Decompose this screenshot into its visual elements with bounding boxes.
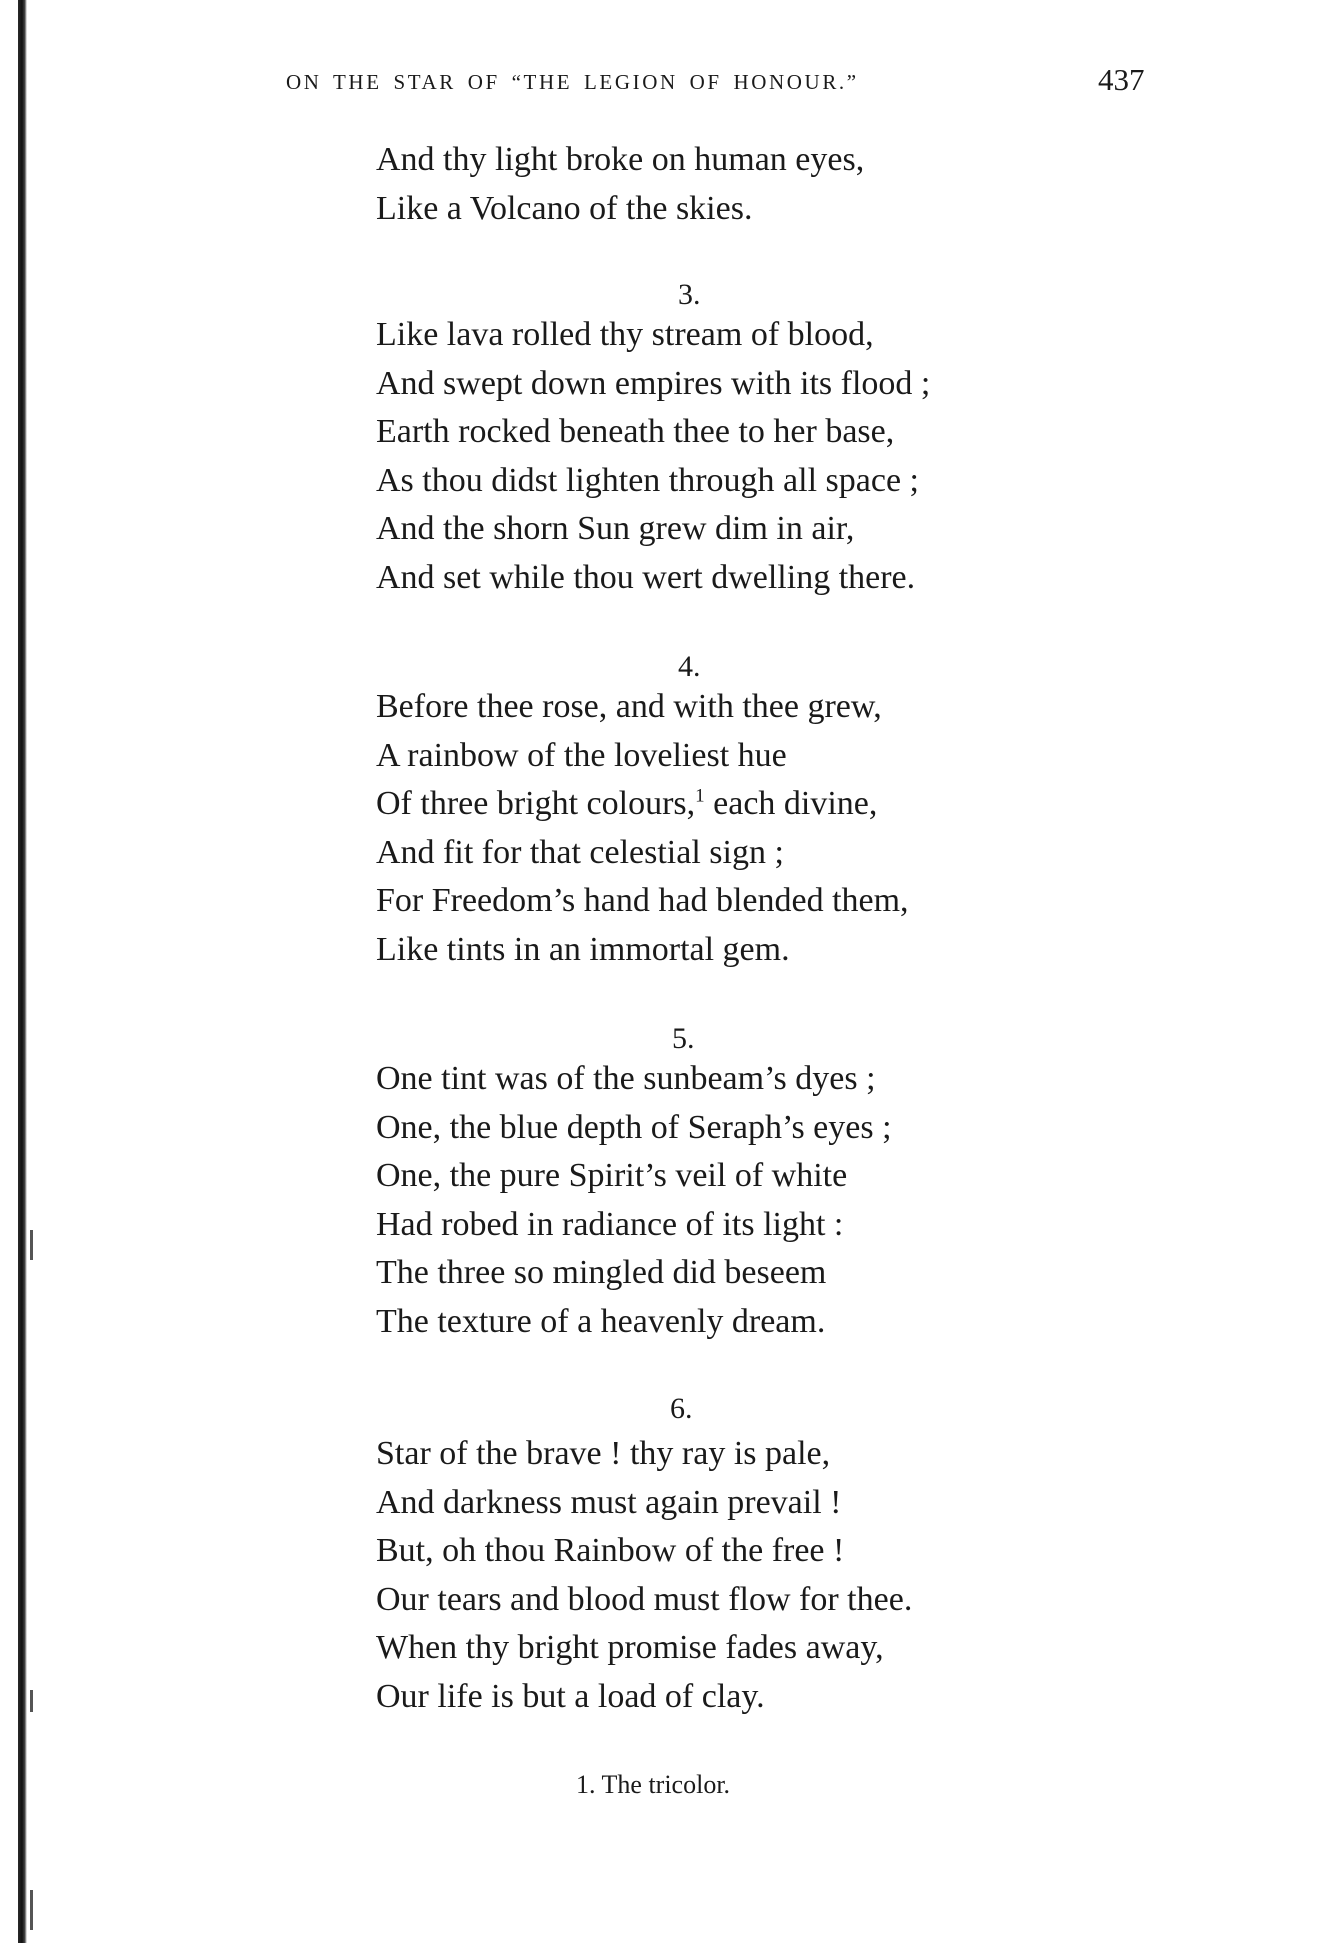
binding-speck — [30, 1890, 33, 1930]
verse-line: One, the blue depth of Seraph’s eyes ; — [376, 1108, 892, 1146]
page-number: 437 — [1098, 62, 1145, 97]
stanza-continuation — [376, 136, 864, 233]
binding-speck — [30, 1690, 33, 1712]
stanza-number: 6. — [670, 1392, 693, 1425]
stanza-number: 5. — [672, 1022, 695, 1055]
verse-line: Earth rocked beneath thee to her base, — [376, 413, 895, 450]
verse-line: Had robed in radiance of its light : — [376, 1205, 844, 1243]
stanza-number: 3. — [678, 278, 701, 311]
stanza-3 — [376, 311, 930, 602]
verse-line: For Freedom’s hand had blended them, — [376, 882, 909, 919]
verse-line: One, the pure Spirit’s veil of white — [376, 1157, 848, 1194]
footnote-marker: 1. — [576, 1770, 596, 1799]
verse-line: Before thee rose, and with thee grew, — [376, 688, 882, 725]
running-head — [0, 62, 1322, 102]
verse-line: And darkness must again prevail ! — [376, 1483, 842, 1521]
verse-line: One tint was of the sunbeam’s dyes ; — [376, 1060, 876, 1097]
verse-line: Like tints in an immortal gem. — [376, 930, 790, 968]
verse-line: When thy bright promise fades away, — [376, 1629, 884, 1666]
verse-line-with-footnote — [376, 780, 909, 829]
stanza-number: 4. — [678, 650, 701, 683]
running-title: ON THE STAR OF “THE LEGION OF HONOUR.” — [286, 70, 859, 94]
verse-line: The three so mingled did beseem — [376, 1254, 827, 1291]
verse-line: As thou didst lighten through all space ; — [376, 461, 919, 499]
stanza-6 — [376, 1430, 912, 1721]
binding-speck — [30, 1230, 33, 1260]
stanza-4 — [376, 683, 909, 974]
verse-line: A rainbow of the loveliest hue — [376, 736, 787, 774]
verse-line: Our tears and blood must flow for thee. — [376, 1580, 913, 1618]
verse-line: And set while thou wert dwelling there. — [376, 558, 916, 596]
verse-line-text: Of three bright colours, — [376, 785, 696, 822]
stanza-5 — [376, 1055, 892, 1346]
footnote — [576, 1770, 730, 1800]
verse-line: Like a Volcano of the skies. — [376, 189, 753, 227]
footnote-text: The tricolor. — [601, 1770, 731, 1799]
verse-line: Our life is but a load of clay. — [376, 1677, 765, 1715]
footnote-reference[interactable]: 1 — [695, 785, 705, 807]
verse-line-text-tail: each divine, — [704, 785, 878, 822]
verse-line: And the shorn Sun grew dim in air, — [376, 510, 855, 547]
verse-line: And swept down empires with its flood ; — [376, 364, 931, 402]
page-binding-edge — [18, 0, 27, 1943]
verse-line: Star of the brave ! thy ray is pale, — [376, 1435, 831, 1472]
verse-line: And fit for that celestial sign ; — [376, 833, 784, 871]
verse-line: Like lava rolled thy stream of blood, — [376, 316, 874, 353]
verse-line: But, oh thou Rainbow of the free ! — [376, 1532, 845, 1569]
verse-line: And thy light broke on human eyes, — [376, 141, 865, 178]
verse-line: The texture of a heavenly dream. — [376, 1302, 826, 1340]
